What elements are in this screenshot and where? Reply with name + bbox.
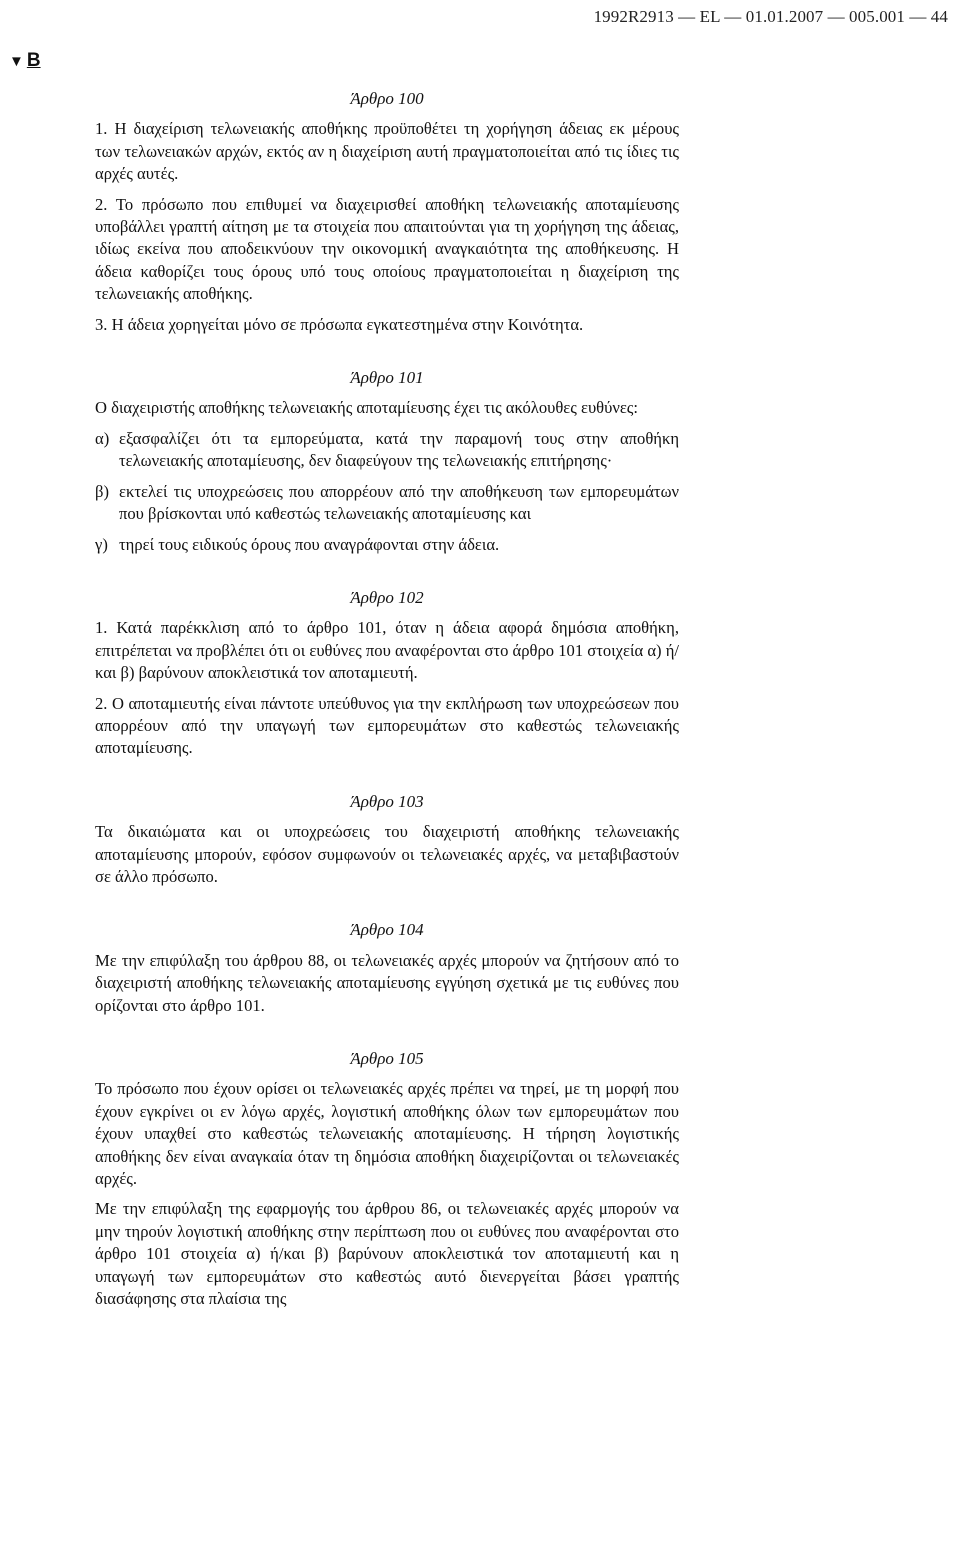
list-item-label: γ) [95,534,108,554]
paragraph: Το πρόσωπο που έχουν ορίσει οι τελωνειακές αρχές πρέπει να τηρεί, με τη μορφή που έχουν εγκρίνει οι εν λόγω αρχές, λογιστική αποθήκης όλων των εμπορευμάτων που έχουν υπαχθεί στο καθεστώς τελωνειακής αποταμίευσης. Η τήρηση λογιστικής αποθήκης δεν είναι αναγκαία όταν τη δημόσια αποθήκη διαχειρίζονται οι τελωνειακές αρχές. [95,1079,679,1189]
triangle-down-icon: ▼ [9,53,24,70]
paragraph: 2. Ο αποταμιευτής είναι πάντοτε υπεύθυνος για την εκπλήρωση των υποχρεώσεων που απορρέουν από την υπαγωγή των εμπορευμάτων στο καθεστώς τελωνειακής αποταμίευσης. [95,693,679,758]
article-105 [95,1048,679,1310]
amendment-marker [9,50,41,72]
amendment-marker-letter[interactable]: B [26,50,41,71]
paragraph: 2. Το πρόσωπο που επιθυμεί να διαχειρισθεί αποθήκη τελωνειακής αποταμίευσης υποβάλλει γραπτή αίτηση με τα στοιχεία που απαιτούνται για τη χορήγηση της άδειας, ιδίως εκείνα που αποδεικνύουν την οικονομική αναγκαιότητα της αποθήκευσης. Η άδεια καθορίζει τους όρους υπό τους οποίους πραγματοποιείται η διαχείριση της τελωνειακής αποθήκης. [95,194,679,304]
list-item [95,481,679,526]
paragraph: Με την επιφύλαξη της εφαρμογής του άρθρου 86, οι τελωνειακές αρχές μπορούν να μην τηρούν λογιστική αποθήκης στην περίπτωση που οι ευθύνες που αναφέρονται στο άρθρο 101 στοιχεία α) ή/και β) βαρύνουν αποκλειστικά τον αποταμιευτή και η υπαγωγή των εμπορευμάτων στο καθεστώς αυτό διενεργείται βάσει γραπτής διασάφησης στα πλαίσια της [95,1199,679,1309]
paragraph: 1. Η διαχείριση τελωνειακής αποθήκης προϋποθέτει τη χορήγηση άδειας εκ μέρους των τελωνειακών αρχών, εκτός αν η διαχείριση αυτή πραγματοποιείται από τις ίδιες τις αρχές αυτές. [95,119,679,184]
article-104 [95,919,679,1017]
article-title: Άρθρο 104 [350,920,424,940]
list-item-text: εξασφαλίζει ότι τα εμπορεύματα, κατά την παραμονή τους στην αποθήκη τελωνειακής αποταμίευσης, δεν διαφεύγουν της τελωνειακής επιτήρησης· [119,428,679,471]
paragraph: Ο διαχειριστής αποθήκης τελωνειακής αποταμίευσης έχει τις ακόλουθες ευθύνες: [95,398,638,418]
paragraph: Με την επιφύλαξη του άρθρου 88, οι τελωνειακές αρχές μπορούν να ζητήσουν από το διαχειριστή αποθήκης τελωνειακής αποταμίευσης εγγύηση σχετικά με τις ευθύνες που ορίζονται στο άρθρο 101. [95,950,679,1015]
list-item-text: εκτελεί τις υποχρεώσεις που απορρέουν από την αποθήκευση των εμπορευμάτων που βρίσκονται υπό καθεστώς τελωνειακής αποταμίευσης και [119,481,679,524]
article-title: Άρθρο 103 [350,791,424,811]
document-reference-header: 1992R2913 — EL — 01.01.2007 — 005.001 — 44 [593,7,948,26]
article-title: Άρθρο 100 [350,89,424,108]
article-title: Άρθρο 105 [350,1049,424,1068]
list-item-label: α) [95,428,110,448]
article-title: Άρθρο 101 [350,368,424,388]
article-103 [95,791,679,889]
list-item [95,534,679,556]
document-body [95,88,679,1341]
article-101 [95,367,679,556]
article-100 [95,88,679,336]
list-item-label: β) [95,481,109,501]
list-item-text: τηρεί τους ειδικούς όρους που αναγράφονται στην άδεια. [119,534,500,554]
paragraph: 1. Κατά παρέκκλιση από το άρθρο 101, όταν η άδεια αφορά δημόσια αποθήκη, επιτρέπεται να προβλέπει ότι οι ευθύνες που αναφέρονται στο άρθρο 101 στοιχεία α) ή/και β) βαρύνουν αποκλειστικά τον αποταμιευτή. [95,618,679,683]
article-102 [95,587,679,760]
paragraph: Τα δικαιώματα και οι υποχρεώσεις του διαχειριστή αποθήκης τελωνειακής αποταμίευσης μπορούν, εφόσον συμφωνούν οι τελωνειακές αρχές, να μεταβιβαστούν σε άλλο πρόσωπο. [95,822,679,886]
list-item [95,428,679,473]
paragraph: 3. Η άδεια χορηγείται μόνο σε πρόσωπα εγκατεστημένα στην Κοινότητα. [95,314,584,334]
article-title: Άρθρο 102 [350,587,424,607]
